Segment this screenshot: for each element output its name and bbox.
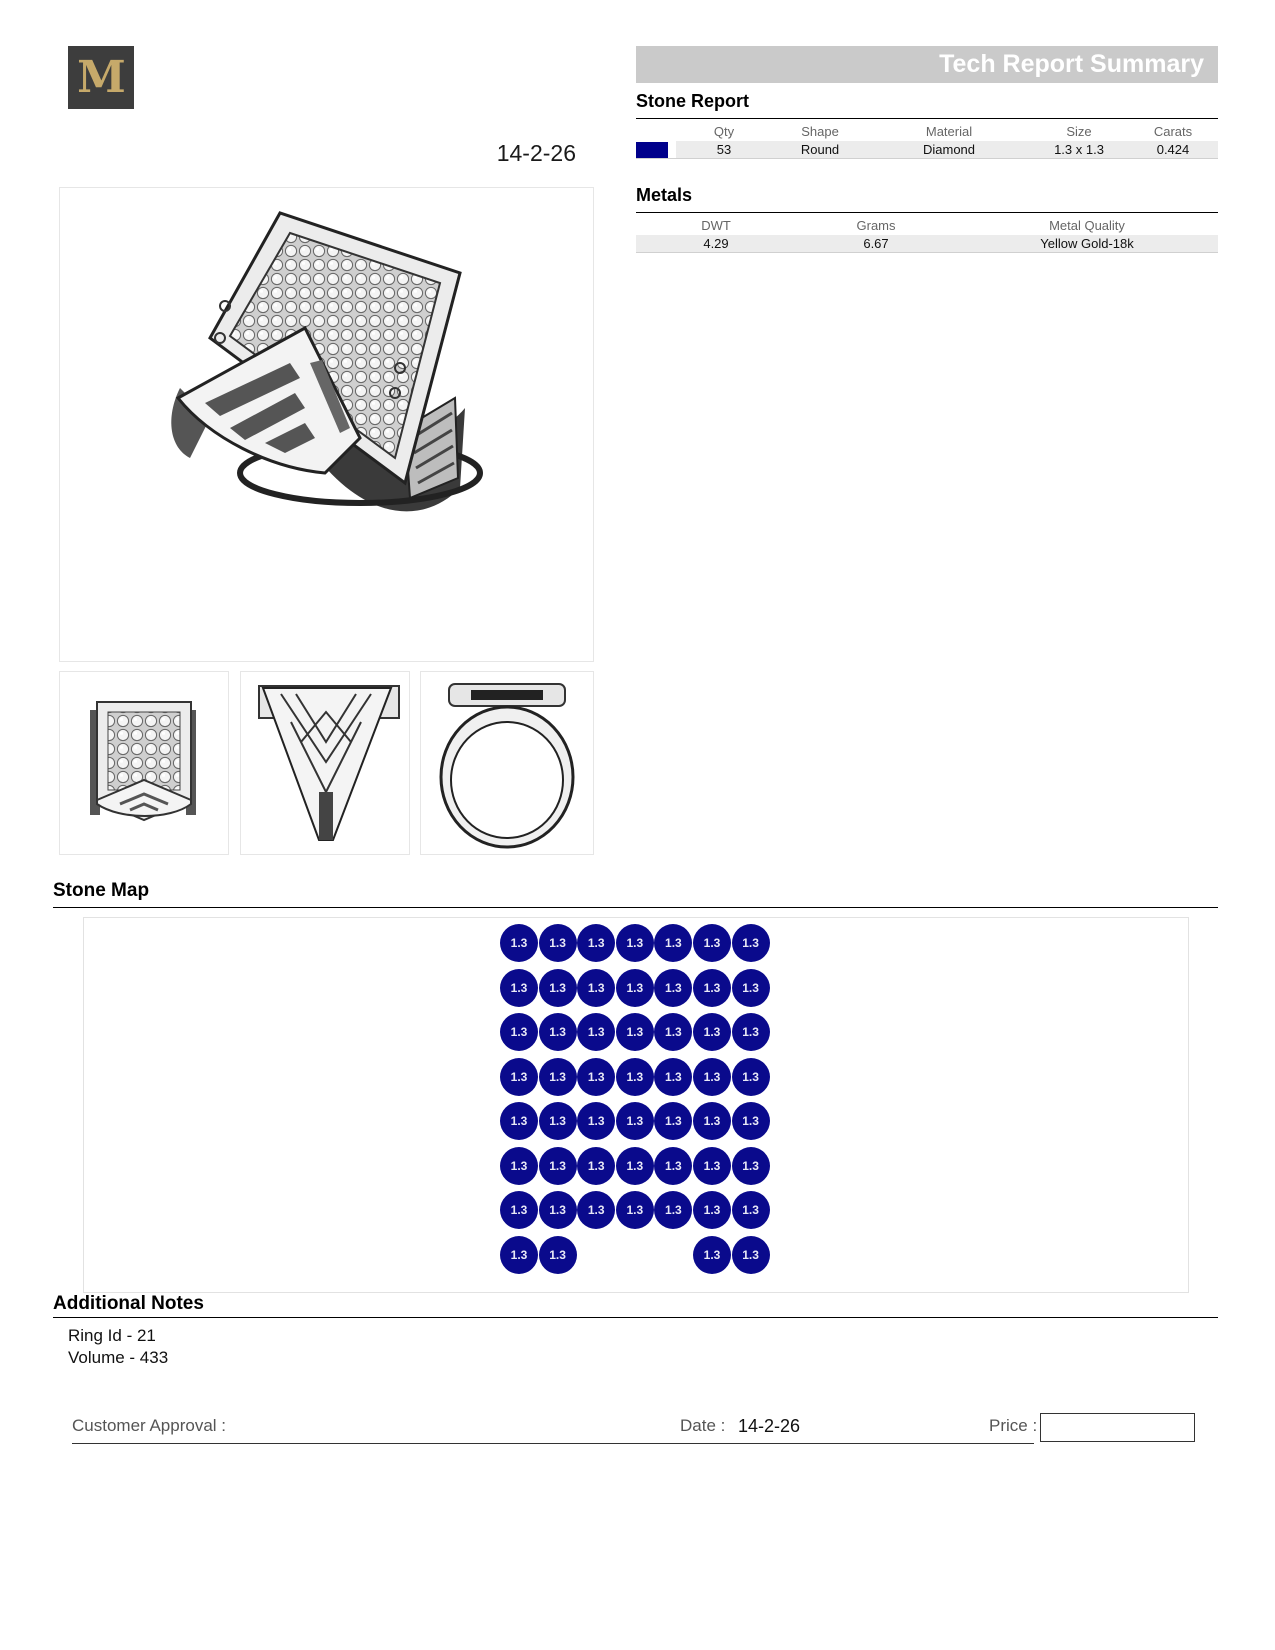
stone-color-cell [636,141,676,159]
stone-marker: 1.3 [577,969,615,1007]
stone-marker: 1.3 [693,1058,731,1096]
stone-marker: 1.3 [500,969,538,1007]
table-row [636,141,1218,159]
stone-marker: 1.3 [539,1013,577,1051]
notes-body [68,1325,168,1369]
col-shape: Shape [801,123,839,139]
stone-marker: 1.3 [654,1147,692,1185]
stone-marker: 1.3 [616,1147,654,1185]
metals-table [636,215,1218,253]
stone-marker: 1.3 [539,1191,577,1229]
ring-front-view-drawing [421,672,593,854]
note-ring-id: Ring Id - 21 [68,1326,156,1345]
col-grams: Grams [856,217,896,233]
stone-marker: 1.3 [654,1013,692,1051]
col-size: Size [1066,123,1092,139]
price-label: Price : [989,1416,1038,1435]
ring-main-view-drawing [60,188,593,661]
thumbnail-front-view [420,671,594,855]
stone-map-rule [53,907,1218,908]
metal-grams: 6.67 [796,235,956,253]
stone-marker: 1.3 [654,1058,692,1096]
stone-marker: 1.3 [732,1013,770,1051]
customer-approval-label: Customer Approval : [72,1416,227,1435]
stone-marker: 1.3 [732,924,770,962]
stone-marker: 1.3 [654,924,692,962]
stone-marker: 1.3 [693,1147,731,1185]
stone-marker: 1.3 [577,1191,615,1229]
stone-map-title: Stone Map [53,880,150,901]
stone-marker: 1.3 [616,924,654,962]
table-row [636,235,1218,253]
col-carats: Carats [1153,123,1193,139]
stone-shape: Round [772,141,868,159]
stone-marker: 1.3 [500,1191,538,1229]
stone-marker: 1.3 [654,1191,692,1229]
stone-marker: 1.3 [616,1102,654,1140]
price-field[interactable] [1040,1413,1195,1442]
stone-marker: 1.3 [732,1236,770,1274]
main-ring-image [59,187,594,662]
stone-marker: 1.3 [654,1102,692,1140]
stone-marker: 1.3 [577,924,615,962]
notes-title: Additional Notes [53,1293,204,1314]
stone-marker: 1.3 [654,969,692,1007]
stone-marker: 1.3 [539,924,577,962]
stone-marker: 1.3 [539,1236,577,1274]
stone-marker: 1.3 [616,969,654,1007]
stone-marker: 1.3 [539,1147,577,1185]
metal-dwt: 4.29 [636,235,796,253]
metals-rule [636,212,1218,213]
stone-marker: 1.3 [693,1102,731,1140]
stone-marker: 1.3 [616,1191,654,1229]
stone-marker: 1.3 [500,1236,538,1274]
stone-marker: 1.3 [616,1058,654,1096]
stone-marker: 1.3 [732,1102,770,1140]
logo-letter: M [77,52,125,103]
col-material: Material [925,123,973,139]
stone-marker: 1.3 [732,1058,770,1096]
note-volume: Volume - 433 [68,1348,169,1367]
stone-marker: 1.3 [616,1013,654,1051]
col-qty: Qty [713,123,735,139]
stone-color-swatch [636,142,668,158]
stone-marker: 1.3 [732,1147,770,1185]
stone-marker: 1.3 [693,1013,731,1051]
col-dwt: DWT [701,217,731,233]
stone-marker: 1.3 [732,1191,770,1229]
thumbnail-side-view [240,671,410,855]
stone-marker: 1.3 [500,1058,538,1096]
stone-report-table [636,121,1218,159]
approval-signature-line [72,1443,1034,1444]
thumbnail-top-view [59,671,229,855]
stone-marker: 1.3 [693,1236,731,1274]
header-date: 14-2-26 [496,140,576,166]
stone-marker: 1.3 [539,1058,577,1096]
stone-marker: 1.3 [500,1102,538,1140]
stone-marker: 1.3 [732,969,770,1007]
stone-marker: 1.3 [693,969,731,1007]
stone-qty: 53 [676,141,772,159]
stone-marker: 1.3 [500,924,538,962]
stone-size: 1.3 x 1.3 [1030,141,1128,159]
company-logo [68,46,134,109]
stone-marker: 1.3 [500,1013,538,1051]
metals-title: Metals [636,185,693,205]
report-title: Tech Report Summary [939,50,1204,78]
stone-marker: 1.3 [577,1058,615,1096]
col-metal-quality: Metal Quality [1049,217,1125,233]
stone-marker: 1.3 [577,1147,615,1185]
stone-marker: 1.3 [577,1102,615,1140]
title-bar [636,46,1218,83]
stone-marker: 1.3 [693,924,731,962]
stone-map [83,917,1189,1293]
approval-date-value: 14-2-26 [738,1416,801,1436]
stone-carats: 0.424 [1128,141,1218,159]
stone-material: Diamond [868,141,1030,159]
stone-marker: 1.3 [693,1191,731,1229]
stone-marker: 1.3 [577,1013,615,1051]
stone-report-rule [636,118,1218,119]
notes-rule [53,1317,1218,1318]
stone-marker: 1.3 [500,1147,538,1185]
date-label: Date : [680,1416,726,1435]
stone-marker: 1.3 [539,1102,577,1140]
ring-side-view-drawing [241,672,409,854]
ring-top-view-drawing [60,672,228,854]
col-color [636,121,676,141]
stone-marker: 1.3 [539,969,577,1007]
stone-report-title: Stone Report [636,91,750,111]
metal-quality: Yellow Gold-18k [956,235,1218,253]
